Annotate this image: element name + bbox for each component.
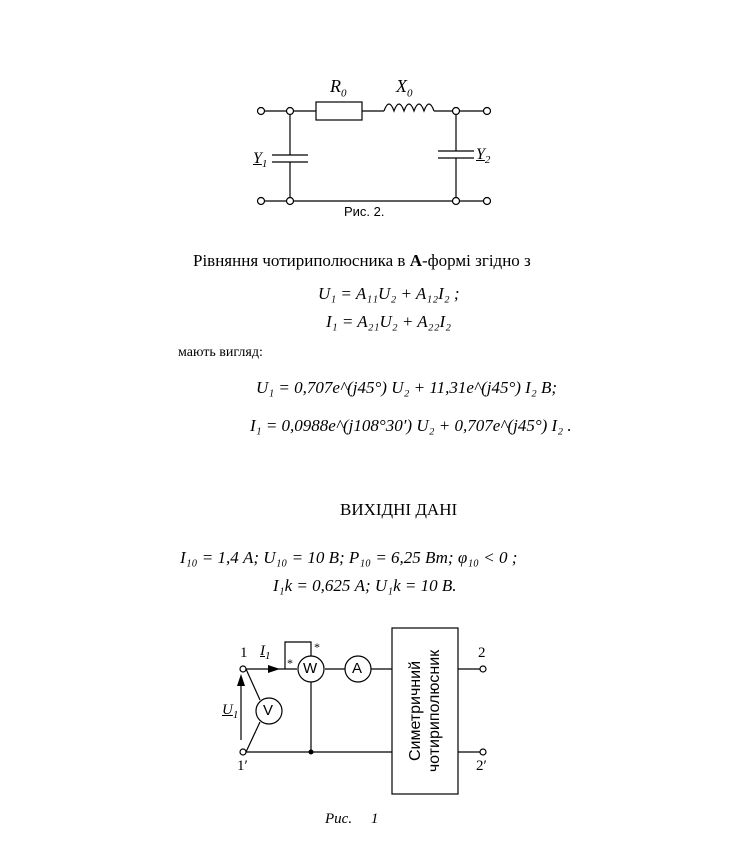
terminal-2-label: 2 bbox=[478, 645, 486, 661]
general-equation-1: U₁ = A₁₁U₂ + A₁₂I₂ ; bbox=[318, 284, 460, 303]
terminal-2-prime-label: 2′ bbox=[476, 758, 487, 774]
inductor-x0 bbox=[384, 104, 434, 111]
wattmeter-label: W bbox=[303, 660, 318, 677]
general-equation-2: I₁ = A₂₁U₂ + A₂₂I₂ bbox=[326, 312, 452, 331]
terminal-node bbox=[484, 108, 491, 115]
terminal-1-prime bbox=[240, 749, 246, 755]
terminal-1-label: 1 bbox=[240, 645, 248, 661]
voltage-label: $U_1$ bbox=[222, 702, 239, 721]
label-x0: $X_0$ bbox=[396, 76, 413, 100]
two-port-box-label bbox=[406, 650, 444, 772]
wattmeter-current-star: * bbox=[287, 656, 293, 670]
wattmeter-voltage-star: * bbox=[314, 640, 320, 654]
terminal-1-prime-label: 1′ bbox=[237, 758, 248, 774]
current-arrow-icon bbox=[268, 665, 280, 673]
box-label-line-2: чотириполюсник bbox=[426, 649, 443, 773]
terminal-node bbox=[258, 198, 265, 205]
terminal-node bbox=[287, 108, 294, 115]
figure-2-circuit bbox=[0, 0, 754, 230]
voltage-arrow-icon bbox=[237, 674, 245, 686]
box-label-line-1: Симетричний bbox=[407, 660, 424, 762]
voltmeter-label: V bbox=[263, 702, 274, 719]
given-data-line-1: I₁₀ = 1,4 А; U₁₀ = 10 В; P₁₀ = 6,25 Вт; φ₁₀ < 0 ; bbox=[180, 548, 518, 567]
specific-equation-2: I₁ = 0,0988e^(j108°30′) U₂ + 0,707e^(j45°) I₂ . bbox=[250, 416, 572, 435]
given-data-line-2: I₁k = 0,625 А; U₁k = 10 В. bbox=[273, 576, 457, 595]
junction-dot bbox=[309, 750, 314, 755]
label-r0: $R_0$ bbox=[330, 76, 347, 100]
terminal-node bbox=[453, 198, 460, 205]
figure-1-caption: Рис. 1 bbox=[325, 811, 379, 827]
intro-text: Рівняння чотириполюсника в А-формі згідно з bbox=[193, 251, 531, 270]
terminal-2 bbox=[480, 666, 486, 672]
terminal-2-prime bbox=[480, 749, 486, 755]
figure-2-caption: Рис. 2. bbox=[344, 204, 385, 219]
current-label: $I_1$ bbox=[260, 643, 271, 662]
have-form-text: мають вигляд: bbox=[178, 345, 263, 360]
terminal-1 bbox=[240, 666, 246, 672]
terminal-node bbox=[453, 108, 460, 115]
label-y1: $Y_1$ bbox=[253, 150, 268, 171]
section-title: ВИХІДНІ ДАНІ bbox=[340, 500, 458, 519]
ammeter-label: A bbox=[352, 660, 363, 677]
label-y2: $Y_2$ bbox=[476, 146, 491, 167]
terminal-node bbox=[258, 108, 265, 115]
specific-equation-1: U₁ = 0,707e^(j45°) U₂ + 11,31e^(j45°) I₂ В; bbox=[256, 378, 558, 397]
terminal-node bbox=[287, 198, 294, 205]
terminal-node bbox=[484, 198, 491, 205]
resistor-r0 bbox=[316, 102, 362, 120]
